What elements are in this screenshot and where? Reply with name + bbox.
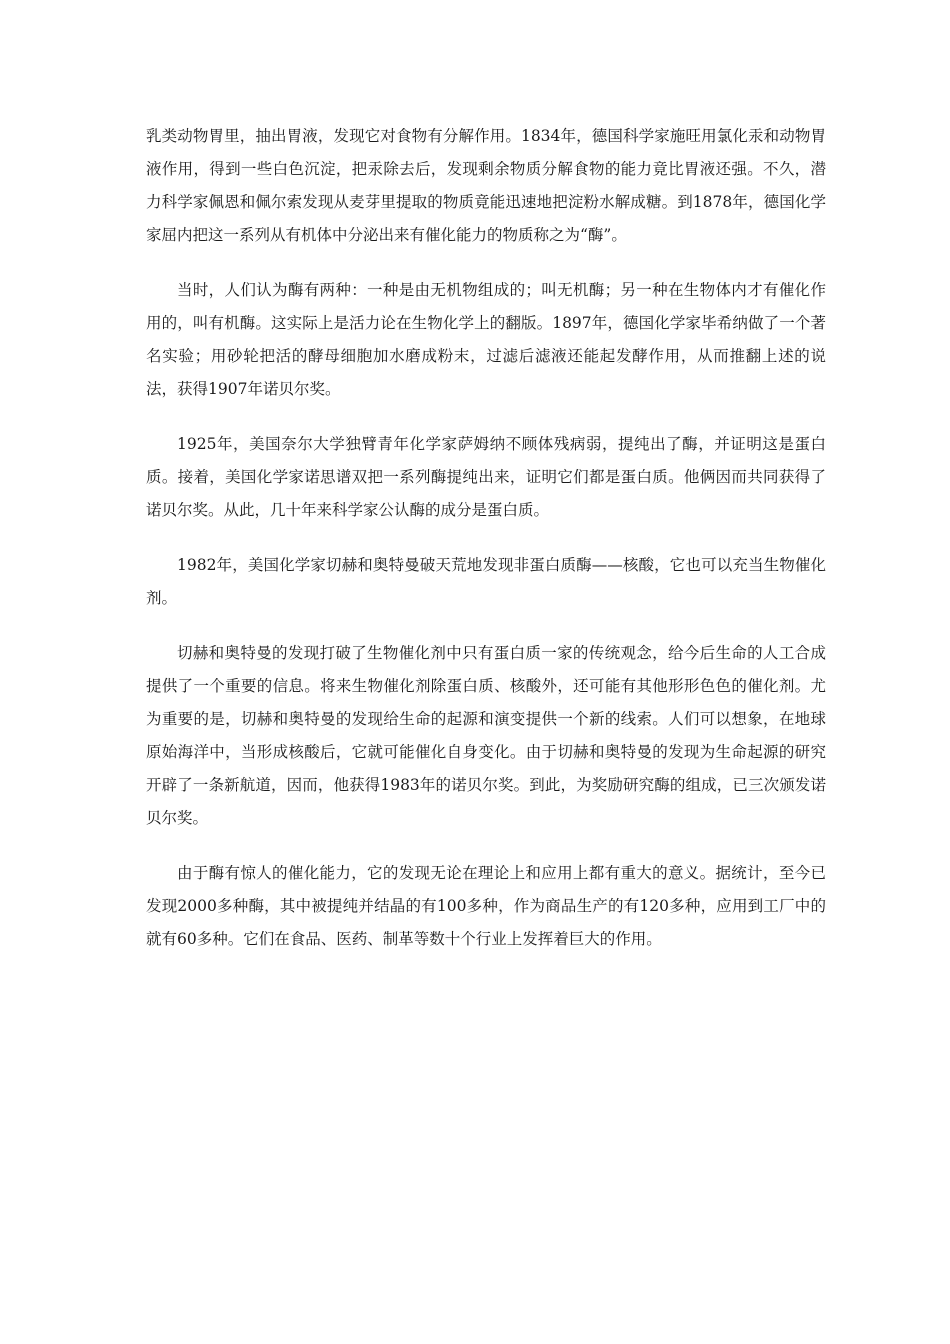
paragraph-6: 由于酶有惊人的催化能力，它的发现无论在理论上和应用上都有重大的意义。据统计，至今已发现2000多种酶，其中被提纯并结晶的有100多种，作为商品生产的有120多种，应用到工厂中的就有60多种。它们在食品、医药、制革等数十个行业上发挥着巨大的作用。 bbox=[146, 864, 826, 948]
article-body bbox=[146, 120, 826, 978]
paragraph-2: 当时，人们认为酶有两种：一种是由无机物组成的；叫无机酶；另一种在生物体内才有催化作用的，叫有机酶。这实际上是活力论在生物化学上的翻版。1897年，德国化学家毕希纳做了一个著名实验；用砂轮把活的酵母细胞加水磨成粉末，过滤后滤液还能起发酵作用，从而推翻上述的说法，获得1907年诺贝尔奖。 bbox=[146, 281, 826, 398]
paragraph-4: 1982年，美国化学家切赫和奥特曼破天荒地发现非蛋白质酶——核酸，它也可以充当生物催化剂。 bbox=[146, 556, 826, 607]
paragraph-5: 切赫和奥特曼的发现打破了生物催化剂中只有蛋白质一家的传统观念，给今后生命的人工合成提供了一个重要的信息。将来生物催化剂除蛋白质、核酸外，还可能有其他形形色色的催化剂。尤为重要的是，切赫和奥特曼的发现给生命的起源和演变提供一个新的线索。人们可以想象，在地球原始海洋中，当形成核酸后，它就可能催化自身变化。由于切赫和奥特曼的发现为生命起源的研究开辟了一条新航道，因而，他获得1983年的诺贝尔奖。到此，为奖励研究酶的组成，已三次颁发诺贝尔奖。 bbox=[146, 644, 826, 827]
paragraph-3: 1925年，美国奈尔大学独臂青年化学家萨姆纳不顾体残病弱，提纯出了酶，并证明这是蛋白质。接着，美国化学家诺思谱双把一系列酶提纯出来，证明它们都是蛋白质。他俩因而共同获得了诺贝尔奖。从此，几十年来科学家公认酶的成分是蛋白质。 bbox=[146, 435, 826, 519]
paragraph-1: 乳类动物胃里，抽出胃液，发现它对食物有分解作用。1834年，德国科学家施旺用氯化汞和动物胃液作用，得到一些白色沉淀，把汞除去后，发现剩余物质分解食物的能力竟比胃液还强。不久，潜力科学家佩恩和佩尔索发现从麦芽里提取的物质竟能迅速地把淀粉水解成糖。到1878年，德国化学家屈内把这一系列从有机体中分泌出来有催化能力的物质称之为“酶”。 bbox=[146, 127, 826, 244]
